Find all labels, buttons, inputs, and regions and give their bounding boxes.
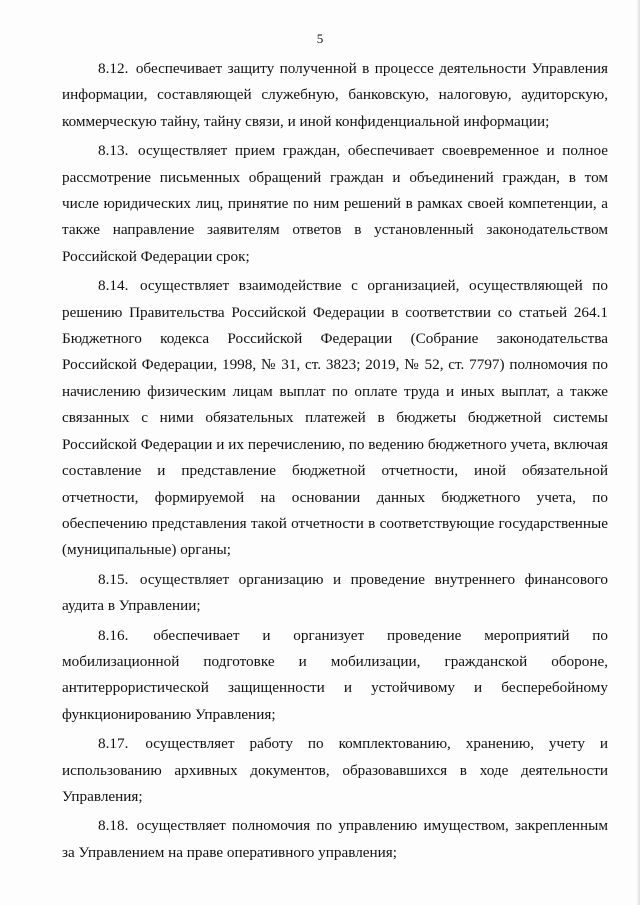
scan-edge-shadow bbox=[636, 0, 640, 905]
paragraph-8-16 bbox=[62, 623, 608, 729]
paragraph-number: 8.14. bbox=[98, 277, 129, 295]
paragraph-8-14 bbox=[62, 273, 608, 563]
paragraph-number: 8.15. bbox=[98, 570, 129, 588]
paragraph-8-13 bbox=[62, 138, 608, 270]
paragraph-number: 8.13. bbox=[98, 142, 129, 160]
paragraph-text: осуществляет работу по комплектованию, хранению, учету и использованию архивных документов, образовавшихся в ходе деятельности Управления; bbox=[62, 735, 609, 805]
paragraph-number: 8.16. bbox=[98, 626, 129, 644]
page-number: 5 bbox=[316, 31, 324, 46]
paragraph-8-12 bbox=[62, 56, 608, 135]
paragraph-8-17 bbox=[62, 731, 608, 810]
paragraph-number: 8.12. bbox=[98, 60, 129, 77]
paragraph-text: обеспечивает и организует проведение мероприятий по мобилизационной подготовке и мобилизации, гражданской обороне, антитеррористической защищенности и устойчивому и бесперебойному функционированию Управления; bbox=[62, 626, 609, 723]
paragraph-text: осуществляет взаимодействие с организацией, осуществляющей по решению Правительства Российской Федерации в соответствии со статьей 264.1 Бюджетного кодекса Российской Федерации (Собрание законодательства Российской Федерации, 1998, № 31, ст. 3823; 2019, № 52, ст. 7797) полномочия по начислению физическим лицам выплат по оплате труда и иных выплат, а также связанных с ними обязательных платежей в бюджеты бюджетной системы Российской Федерации и их перечислению, по ведению бюджетного учета, включая составление и представление бюджетной отчетности, иной обязательной отчетности, формируемой на основании данных бюджетного учета, по обеспечению представления такой отчетности в соответствующие государственные (муниципальные) органы; bbox=[62, 277, 609, 559]
paragraph-text: осуществляет организацию и проведение внутреннего финансового аудита в Управлении; bbox=[62, 570, 608, 615]
document-body bbox=[62, 56, 608, 869]
paragraph-8-18 bbox=[62, 813, 608, 866]
paragraph-text: обеспечивает защиту полученной в процессе деятельности Управления информации, составляющей служебную, банковскую, налоговую, аудиторскую, коммерческую тайну, тайну связи, и иной конфиденциальной информации; bbox=[62, 60, 608, 130]
paragraph-number: 8.18. bbox=[98, 817, 129, 835]
paragraph-text: осуществляет полномочия по управлению имуществом, закрепленным за Управлением на праве оперативного управления; bbox=[62, 817, 608, 861]
paragraph-8-15 bbox=[62, 567, 608, 620]
paragraph-text: осуществляет прием граждан, обеспечивает своевременное и полное рассмотрение письменных обращений граждан и объединений граждан, в том числе юридических лиц, принятие по ним решений в рамках своей компетенции, а также направление заявителям ответов в установленный законодательством Российской Федерации срок; bbox=[62, 142, 608, 265]
paragraph-number: 8.17. bbox=[98, 735, 129, 753]
